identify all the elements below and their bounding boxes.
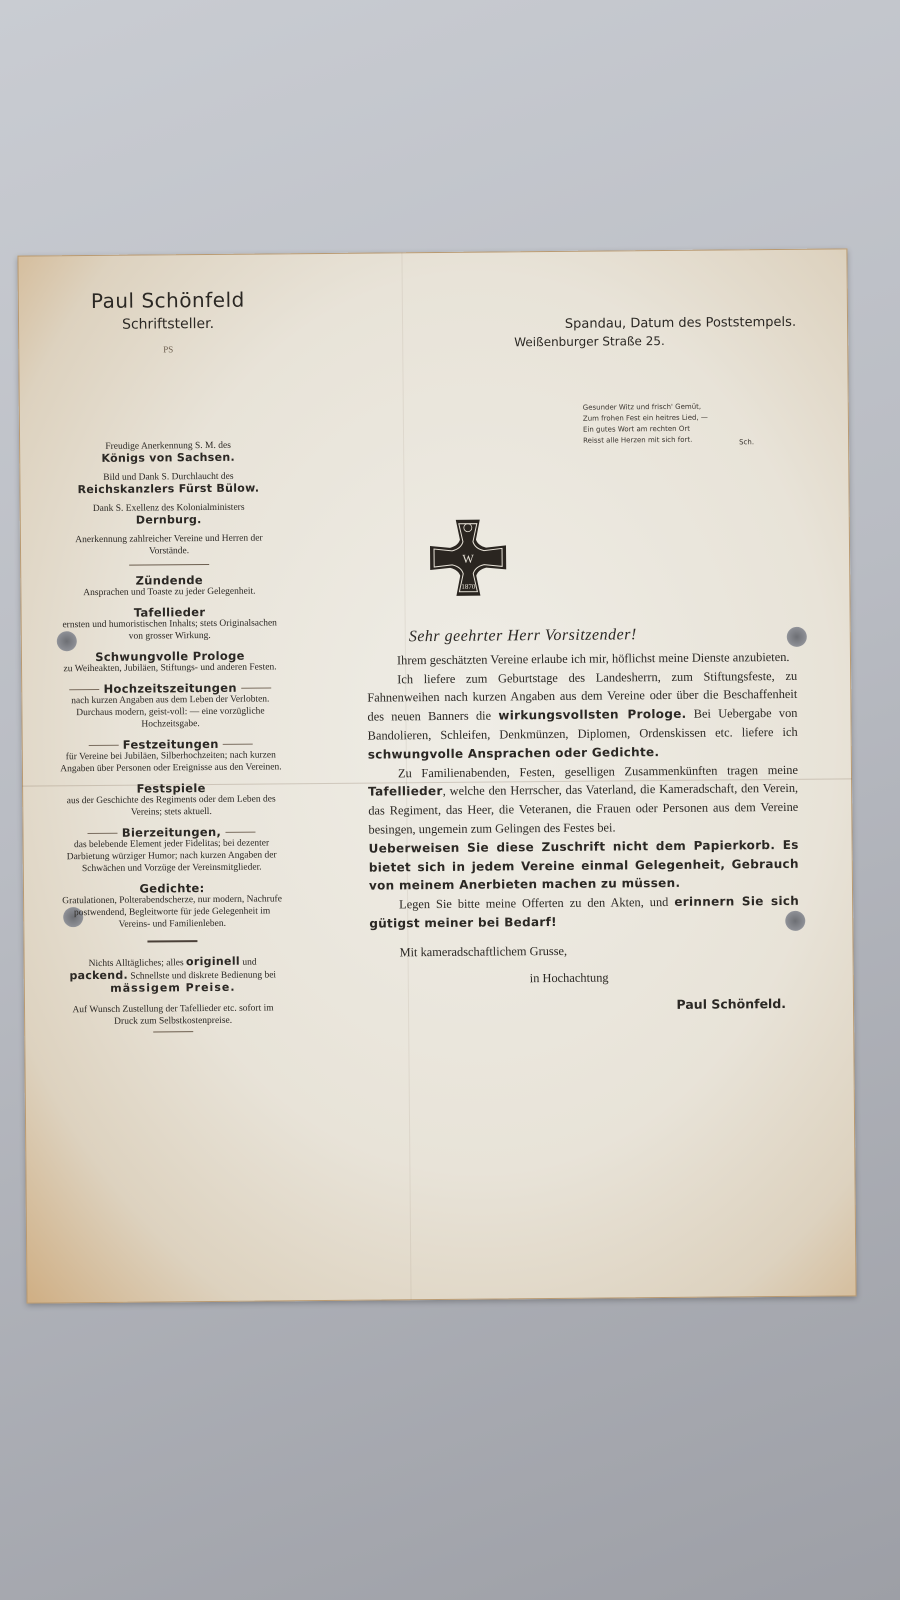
paragraph-bold: wirkungsvollsten Prologe. [498, 707, 687, 723]
iron-cross-icon [426, 515, 511, 600]
service-desc: aus der Geschichte des Regiments oder dem Leben des Vereins; stets aktuell. [66, 794, 276, 818]
service-desc: das belebende Element jeder Fidelitas; bei dezenter Darbietung würziger Humor; nach kurzen Angaben der Schwächen und Vorzüge der Vereinsmitglieder. [66, 838, 277, 875]
endorsement-name: Dernburg. [135, 513, 202, 527]
paragraph-bold: schwungvolle Ansprachen oder Gedichte. [367, 744, 660, 762]
cross-letter: W [462, 551, 474, 566]
poem-line: Zum frohen Fest ein heitres Lied, — [582, 413, 708, 423]
endorsement [56, 532, 282, 558]
closing: Mit kameradschaftlichem Grusse, [399, 943, 568, 960]
service-desc: für Vereine bei Jubiläen, Silberhochzeiten; nach kurzen Angaben über Personen oder Ereignisse aus den Vereinen. [60, 750, 282, 775]
footer-text: und [239, 957, 257, 968]
service-item [59, 881, 285, 931]
paragraph-text: Bei Uebergabe von Bandolieren, Schleifen, Denkmünzen, Diplomen, Ordenskissen etc. liefere ich [367, 706, 798, 743]
poem-line: Reisst alle Herzen mit sich fort. [583, 435, 693, 445]
service-title: Tafellieder [133, 605, 206, 620]
paragraph-text: Legen Sie bitte meine Offerten zu den Akten, und [399, 895, 675, 912]
regards: in Hochachtung [529, 970, 609, 985]
endorsement [55, 439, 281, 465]
service-title: Festzeitungen [58, 737, 284, 751]
footer-text: Nichts Alltägliches; alles [88, 958, 187, 970]
service-item [58, 825, 284, 875]
poem-line: Ein gutes Wort am rechten Ort [582, 424, 690, 434]
endorsement-text: Dank S. Exellenz des Kolonialministers [92, 502, 245, 514]
footer-bold: packend. [69, 968, 129, 983]
service-title: Bierzeitungen, [58, 825, 284, 839]
footer-text: Auf Wunsch Zustellung der Tafellieder etc. sofort im Druck zum Selbstkostenpreise. [72, 1003, 274, 1027]
service-title: Gedichte: [139, 881, 205, 896]
cross-year: 1870 [461, 582, 476, 591]
paragraph-bold: erinnern Sie sich gütigst meiner bei Bedarf! [369, 894, 800, 931]
service-title: Festspiele [136, 781, 206, 796]
poem-signature: Sch. [739, 438, 755, 447]
divider [129, 564, 209, 566]
poem-line: Gesunder Witz und frisch' Gemüt, [582, 402, 702, 412]
service-title: Zündende [135, 573, 204, 588]
divider [147, 940, 197, 942]
paragraph-text: Ich liefere zum Geburtstage des Landesherrn, zum Stiftungsfeste, zu Fahnenweihen nach kurzen Angaben aus dem Vereine oder über die Beschaffenheit des neuen Banners die [367, 668, 798, 724]
service-desc: ernsten und humoristischen Inhalts; stets Originalsachen von grosser Wirkung. [62, 618, 277, 642]
service-desc: Gratulationen, Polterabendscherze, nur modern, Nachrufe postwendend, Begleitworte für jede Gelegenheit im Vereins- und Familienleben. [62, 894, 282, 930]
service-desc: Ansprachen und Toaste zu jeder Gelegenheit. [83, 586, 256, 599]
letter-body [367, 625, 800, 1018]
paragraph: Ihrem geschätzten Vereine erlaube ich mir, höflichst meine Dienste anzubieten. [396, 649, 790, 668]
service-item [57, 605, 283, 643]
paragraph [368, 760, 799, 839]
footer-text: Schnellste und diskrete Bedienung bei [127, 970, 277, 982]
place-date: Spandau, Datum des Poststempels. [564, 314, 797, 332]
endorsement-text: Freudige Anerkennung S. M. des [105, 440, 231, 452]
service-item [58, 737, 284, 775]
service-item [56, 573, 282, 599]
sidebar-footer [60, 955, 287, 1033]
endorsement [56, 501, 282, 527]
endorsement [55, 470, 281, 496]
endorsement-name: Königs von Sachsen. [101, 450, 236, 465]
paragraph-text: Zu Familienabenden, Festen, geselligen Zusammenkünften tragen meine [397, 762, 799, 780]
motto-poem [583, 402, 708, 447]
sidebar-column [55, 439, 286, 1042]
endorsement-name: Reichskanzlers Fürst Bülow. [77, 481, 260, 497]
service-desc: zu Weiheakten, Jubiläen, Stiftungs- und anderen Festen. [63, 662, 277, 675]
paragraph [367, 666, 798, 764]
service-item [57, 649, 283, 675]
paragraph-text: , welche den Herrscher, das Vaterland, die Kameradschaft, den Verein, das Regiment, das Heer, die Veteranen, die Frauen oder Personen aus dem Vereine besingen, ungemein zum Gelingen des Festes bei. [368, 781, 799, 837]
paragraph-bold: Ueberweisen Sie diese Zuschrift nicht dem Papierkorb. Es bietet sich in jedem Vereine einmal Gelegenheit, Gebrauch von meinem Anerbieten machen zu müssen. [368, 837, 799, 893]
service-item [57, 681, 283, 731]
sender-name: Paul Schönfeld [90, 287, 245, 314]
service-title: Hochzeitszeitungen [57, 681, 283, 695]
salutation: Sehr geehrter Herr Vorsitzender! [408, 626, 637, 646]
street-address: Weißenburger Straße 25. [514, 333, 665, 350]
service-item [58, 781, 284, 819]
letter-sheet [17, 248, 856, 1303]
footer-bold: mässigem Preise. [110, 980, 236, 995]
footer-bold: originell [185, 954, 240, 969]
endorsement-text: Anerkennung zahlreicher Vereine und Herren der Vorstände. [75, 533, 263, 557]
endorsement-text: Bild und Dank S. Durchlaucht des [103, 471, 234, 483]
sender-profession: Schriftsteller. [121, 315, 215, 333]
signature: Paul Schönfeld. [676, 996, 787, 1013]
paragraph-bold: Tafellieder [368, 784, 443, 799]
divider [153, 1031, 193, 1032]
paragraph [369, 892, 799, 933]
service-desc: nach kurzen Angaben aus dem Leben der Verlobten. Durchaus modern, geist-voll: — eine vorzügliche Hochzeitsgabe. [71, 694, 270, 730]
monogram: PS [163, 344, 174, 355]
service-title: Schwungvolle Prologe [95, 648, 245, 664]
